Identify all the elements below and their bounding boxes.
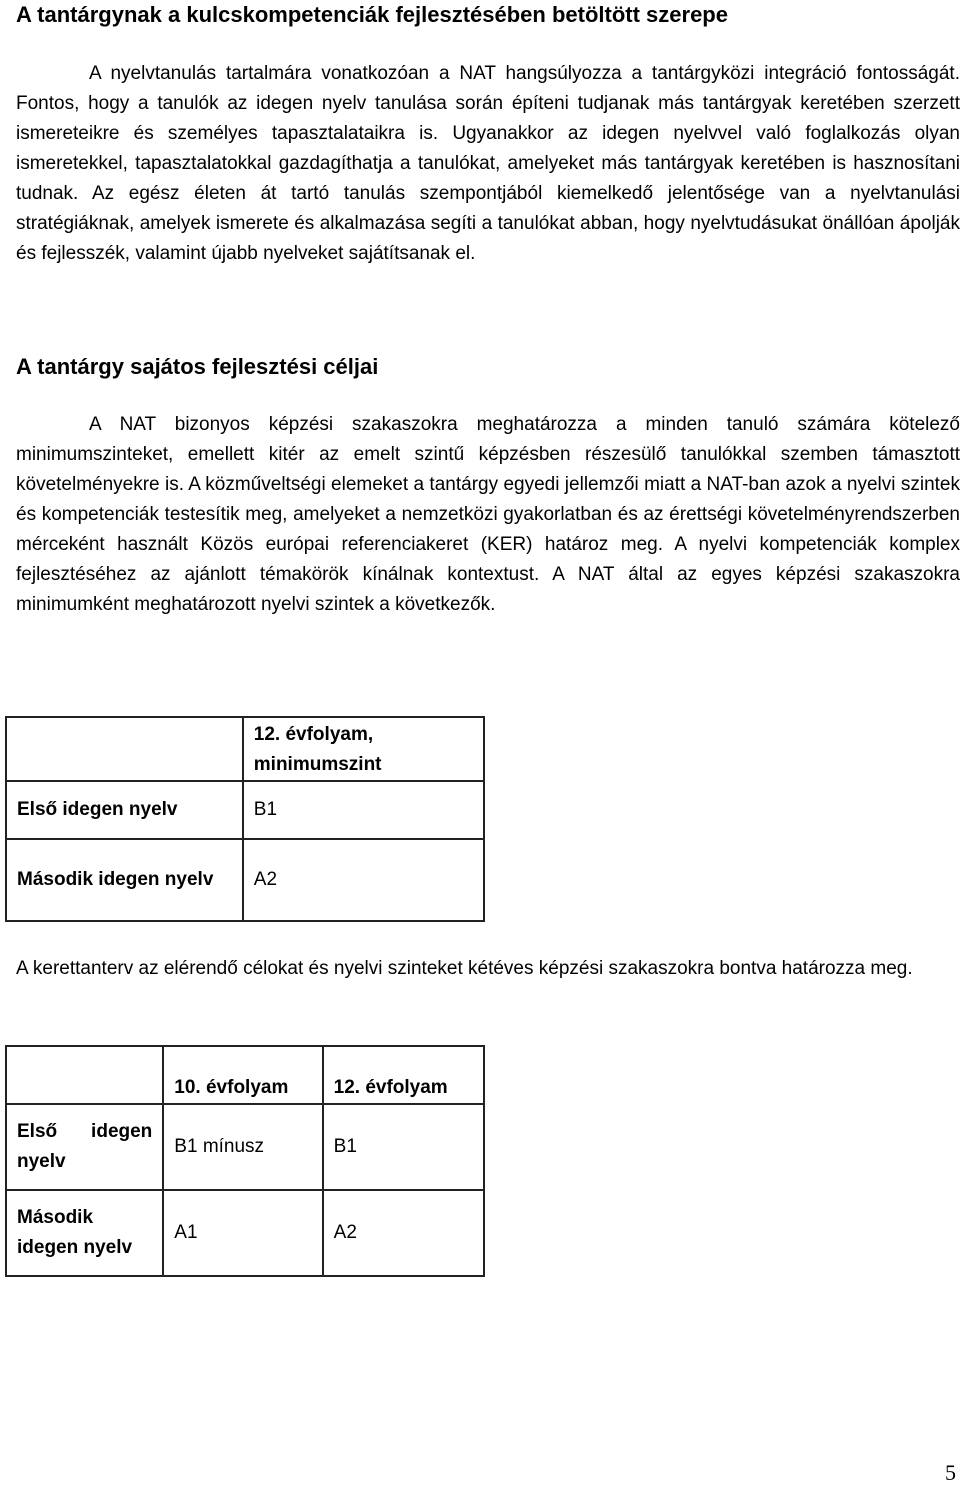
table-header-row <box>6 717 484 781</box>
table-row-label: Második idegen nyelv <box>6 839 243 921</box>
table-cell: A2 <box>243 839 484 921</box>
table-header-cell: 12. évfolyam, minimumszint <box>243 717 484 781</box>
table-cell: B1 <box>323 1104 484 1190</box>
paragraph-development-goals: A NAT bizonyos képzési szakaszokra meghatározza a minden tanuló számára kötelező minimumszinteket, emellett kitér az emelt szintű képzésben részesülő tanulókkal szemben támasztott követelményekre is. A közműveltségi elemeket a tantárgy egyedi jellemzői miatt a NAT-ban azok a nyelvi szintek és kompetenciák testesítik meg, amelyeket a nemzetközi gyakorlatban és az érettségi követelményrendszerben mérceként használt Közös európai referenciakeret (KER) határoz meg. A nyelvi kompetenciák komplex fejlesztéséhez az ajánlott témakörök kínálnak kontextust. A NAT által az egyes képzési szakaszokra minimumként meghatározott nyelvi szintek a következők. <box>16 414 960 615</box>
table-header-cell <box>6 1046 163 1104</box>
table-row-label: Első idegen nyelv <box>6 781 243 839</box>
table-cell: B1 <box>243 781 484 839</box>
table-header-row <box>6 1046 484 1104</box>
section-title-key-competences: A tantárgynak a kulcskompetenciák fejlesztésében betöltött szerepe <box>16 2 728 27</box>
table-row <box>6 1104 484 1190</box>
levels-table-minimum <box>5 716 485 922</box>
table-header-cell <box>6 717 243 781</box>
page-number: 5 <box>945 1460 956 1485</box>
table-cell: A2 <box>323 1190 484 1276</box>
levels-table-two-year <box>5 1045 485 1277</box>
section-title-development-goals: A tantárgy sajátos fejlesztési céljai <box>16 354 379 379</box>
table-row <box>6 1190 484 1276</box>
table-row <box>6 839 484 921</box>
table-row-label: Első idegen nyelv <box>6 1104 163 1190</box>
table-cell: B1 mínusz <box>163 1104 322 1190</box>
table-header-cell: 10. évfolyam <box>163 1046 322 1104</box>
paragraph-key-competences: A nyelvtanulás tartalmára vonatkozóan a NAT hangsúlyozza a tantárgyközi integráció fontosságát. Fontos, hogy a tanulók az idegen nyelv tanulása során építeni tudjanak más tantárgyak keretében szerzett ismereteikre és személyes tapasztalataikra is. Ugyanakkor az idegen nyelvvel való foglalkozás olyan ismeretekkel, tapasztalatokkal gazdagíthatja a tanulókat, amelyeket más tantárgyak keretében is hasznosítani tudnak. Az egész életen át tartó tanulás szempontjából kiemelkedő jelentősége van a nyelvtanulási stratégiáknak, amelyek ismerete és alkalmazása segíti a tanulókat abban, hogy nyelvtudásukat önállóan ápolják és fejlesszék, valamint újabb nyelveket sajátítsanak el. <box>16 63 960 264</box>
table-row <box>6 781 484 839</box>
table-row-label: Második idegen nyelv <box>6 1190 163 1276</box>
table-header-cell: 12. évfolyam <box>323 1046 484 1104</box>
paragraph-two-year-stages: A kerettanterv az elérendő célokat és nyelvi szinteket kétéves képzési szakaszokra bontva határozza meg. <box>16 958 913 979</box>
table-cell: A1 <box>163 1190 322 1276</box>
